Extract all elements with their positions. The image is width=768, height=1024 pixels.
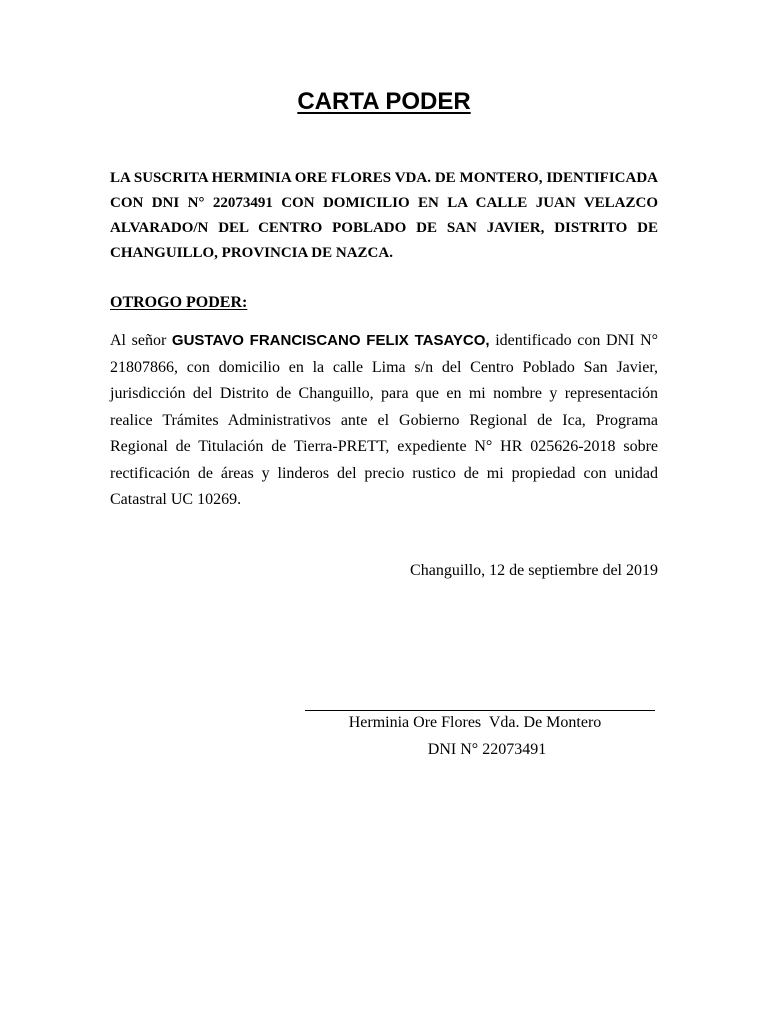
attorney-name: GUSTAVO FRANCISCANO FELIX TASAYCO, (171, 332, 490, 349)
date-line: Changuillo, 12 de septiembre del 2019 (410, 562, 658, 579)
power-of-attorney-body (110, 328, 658, 514)
signatory-name: Herminia Ore Flores Vda. De Montero (348, 714, 602, 731)
document-title: CARTA PODER (297, 88, 471, 115)
grantor-statement: LA SUSCRITA HERMINIA ORE FLORES VDA. DE MONTERO, IDENTIFICADA CON DNI N° 22073491 CON DOMICILIO EN LA CALLE JUAN VELAZCO ALVARADO/N DEL CENTRO POBLADO DE SAN JAVIER, DISTRITO DE CHANGUILLO, PROVINCIA DE NAZCA. (110, 170, 658, 261)
signature-line (305, 710, 655, 711)
section-heading: OTROGO PODER: (110, 294, 248, 311)
signatory-dni: DNI N° 22073491 (427, 741, 547, 758)
body-prefix: Al señor (110, 332, 172, 349)
body-rest: identificado con DNI N° 21807866, con domicilio en la calle Lima s/n del Centro Poblado San Javier, jurisdicción del Distrito de Changuillo, para que en mi nombre y representación realice Trámites Administrativos ante el Gobierno Regional de Ica, Programa Regional de Titulación de Tierra-PRETT, expediente N° HR 025626-2018 sobre rectificación de áreas y linderos del precio rustico de mi propiedad con unidad Catastral UC 10269. (110, 332, 659, 508)
